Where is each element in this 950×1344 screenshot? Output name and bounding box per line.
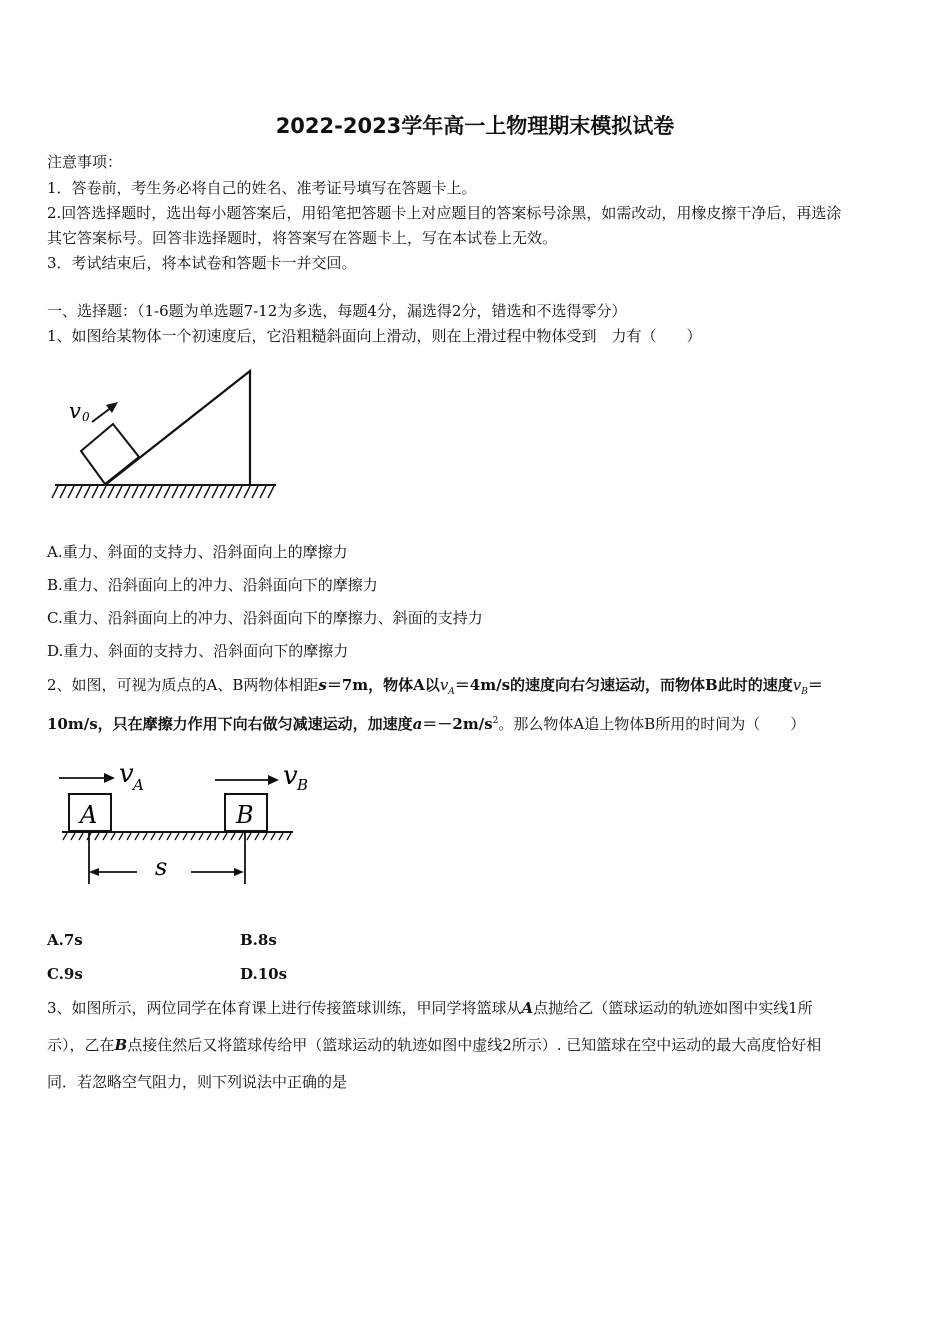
q2-option-d: D.10s	[240, 965, 288, 983]
dist-arrowhead-left	[89, 868, 99, 876]
q3-line-3: 同．若忽略空气阻力，则下列说法中正确的是	[47, 1073, 348, 1091]
notice-item-1: 1．答卷前，考生务必将自己的姓名、准考证号填写在答题卡上。	[47, 179, 477, 197]
q1-stem: 1、如图给某物体一个初速度后，它沿粗糙斜面向上滑动，则在上滑过程中物体受到 力有（ ）	[47, 327, 702, 345]
q2-option-c: C.9s	[47, 965, 83, 983]
q1-option-c: C.重力、沿斜面向上的冲力、沿斜面向下的摩擦力、斜面的支持力	[47, 609, 483, 627]
q1-option-d: D.重力、斜面的支持力、沿斜面向下的摩擦力	[47, 642, 349, 660]
distance-label: s	[155, 853, 168, 881]
arrow-a-head	[104, 773, 115, 783]
block-b-label: B	[236, 801, 254, 829]
vb-subscript: B	[297, 776, 309, 794]
arrow-b-head	[268, 775, 279, 785]
ground-hatch	[52, 486, 274, 498]
sliding-block	[81, 424, 139, 484]
q2-blocks-figure	[55, 756, 315, 891]
v0-label: v	[69, 399, 81, 423]
q2-line-1: 2、如图，可视为质点的A、B两物体相距s＝7m，物体A以$v_A=4m/s$的速度向右匀速运动，而物体B此时的速度$v_B=$	[47, 676, 823, 697]
va-subscript: A	[133, 776, 144, 794]
notice-heading: 注意事项：	[47, 153, 123, 171]
section-heading: 一、选择题：（1-6题为单选题7-12为多选，每题4分，漏选得2分，错选和不选得零分）	[47, 302, 627, 320]
notice-item-2b: 其它答案标号。回答非选择题时，将答案写在答题卡上，写在本试卷上无效。	[47, 229, 558, 247]
exam-title: 2022-2023学年高一上物理期末模拟试卷	[275, 114, 675, 138]
notice-item-3: 3．考试结束后，将本试卷和答题卡一并交回。	[47, 254, 357, 272]
vb-label: v	[283, 761, 298, 791]
va-label: v	[119, 759, 134, 789]
q1-incline-figure	[50, 362, 290, 512]
q2-option-a: A.7s	[47, 931, 83, 949]
ground-hatch	[63, 833, 291, 840]
q1-option-a: A.重力、斜面的支持力、沿斜面向上的摩擦力	[47, 543, 348, 561]
q3-line-2: 示），乙在B点接住然后又将篮球传给甲（篮球运动的轨迹如图中虚线2所示）. 已知篮球在空中运动的最大高度恰好相	[47, 1036, 822, 1054]
q2-line-2: 10m/s，只在摩擦力作用下向右做匀减速运动，加速度$a=-2m/s^2$。那么物体A追上物体B所用的时间为（ ）	[47, 715, 806, 733]
notice-item-2a: 2.回答选择题时，选出每小题答案后，用铅笔把答题卡上对应题目的答案标号涂黑，如需改动，用橡皮擦干净后，再选涂	[47, 204, 842, 222]
block-a-label: A	[80, 801, 98, 829]
dist-arrowhead-right	[234, 868, 244, 876]
q1-option-b: B.重力、沿斜面向上的冲力、沿斜面向下的摩擦力	[47, 576, 378, 594]
q2-option-b: B.8s	[240, 931, 277, 949]
q3-line-1: 3、如图所示，两位同学在体育课上进行传接篮球训练，甲同学将篮球从A点抛给乙（篮球运动的轨迹如图中实线1所	[47, 999, 813, 1017]
v0-subscript: 0	[82, 410, 90, 424]
velocity-arrow	[92, 407, 112, 422]
